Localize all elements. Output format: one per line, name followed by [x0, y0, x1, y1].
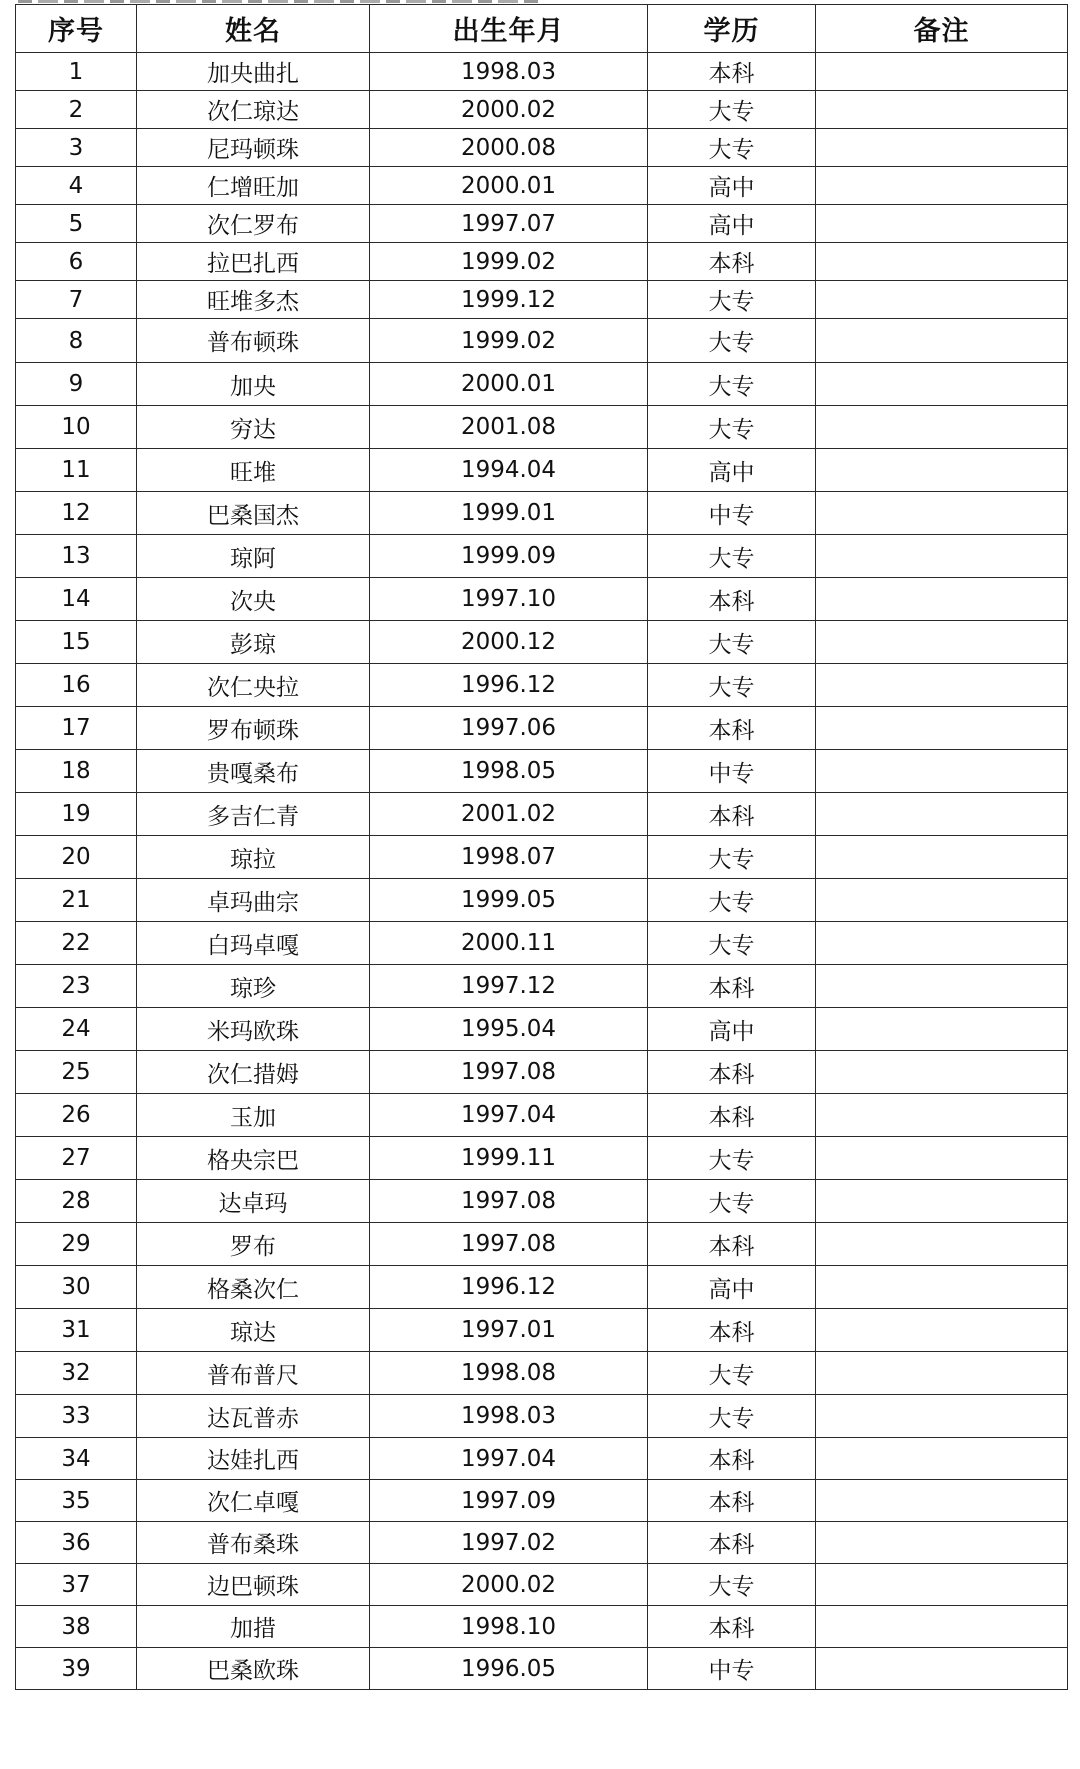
cell-birth: 1999.11 [370, 1137, 648, 1180]
cell-remarks [816, 578, 1068, 621]
cell-birth: 1998.07 [370, 836, 648, 879]
personnel-table [15, 4, 1068, 1690]
header-name: 姓名 [137, 5, 370, 53]
table-row [16, 1438, 1068, 1480]
table-row [16, 492, 1068, 535]
cell-birth: 1997.10 [370, 578, 648, 621]
cell-name: 普布普尺 [137, 1352, 370, 1395]
table-row [16, 319, 1068, 363]
cell-birth: 2000.02 [370, 91, 648, 129]
cell-index: 27 [16, 1137, 137, 1180]
table-row [16, 1266, 1068, 1309]
cell-name: 罗布 [137, 1223, 370, 1266]
cell-education: 大专 [648, 281, 816, 319]
cell-name: 次央 [137, 578, 370, 621]
table-row [16, 793, 1068, 836]
cell-index: 34 [16, 1438, 137, 1480]
table-row [16, 1094, 1068, 1137]
cell-remarks [816, 1266, 1068, 1309]
cell-index: 13 [16, 535, 137, 578]
table-row [16, 449, 1068, 492]
cell-education: 中专 [648, 750, 816, 793]
cell-remarks [816, 91, 1068, 129]
cell-education: 大专 [648, 664, 816, 707]
cell-remarks [816, 1438, 1068, 1480]
cell-remarks [816, 281, 1068, 319]
cell-index: 28 [16, 1180, 137, 1223]
table-row [16, 243, 1068, 281]
header-birth: 出生年月 [370, 5, 648, 53]
cell-index: 31 [16, 1309, 137, 1352]
cell-index: 8 [16, 319, 137, 363]
cell-birth: 1997.04 [370, 1438, 648, 1480]
cell-birth: 2000.02 [370, 1564, 648, 1606]
cell-education: 高中 [648, 1008, 816, 1051]
cell-education: 本科 [648, 965, 816, 1008]
cell-remarks [816, 1223, 1068, 1266]
cell-remarks [816, 1480, 1068, 1522]
cell-name: 巴桑国杰 [137, 492, 370, 535]
cell-index: 32 [16, 1352, 137, 1395]
table-row [16, 750, 1068, 793]
table-row [16, 91, 1068, 129]
cell-name: 罗布顿珠 [137, 707, 370, 750]
cell-birth: 1999.09 [370, 535, 648, 578]
header-index: 序号 [16, 5, 137, 53]
cell-name: 次仁措姆 [137, 1051, 370, 1094]
cell-education: 本科 [648, 707, 816, 750]
table-row [16, 836, 1068, 879]
table-body [16, 53, 1068, 1690]
table-row [16, 965, 1068, 1008]
cell-education: 大专 [648, 1137, 816, 1180]
cell-remarks [816, 406, 1068, 449]
cell-remarks [816, 664, 1068, 707]
cell-birth: 1999.02 [370, 319, 648, 363]
cell-index: 22 [16, 922, 137, 965]
cell-education: 中专 [648, 1648, 816, 1690]
cell-education: 高中 [648, 167, 816, 205]
cell-remarks [816, 750, 1068, 793]
table-header [16, 5, 1068, 53]
cell-remarks [816, 492, 1068, 535]
cell-index: 10 [16, 406, 137, 449]
cell-index: 6 [16, 243, 137, 281]
cell-name: 彭琼 [137, 621, 370, 664]
cell-name: 旺堆多杰 [137, 281, 370, 319]
cell-name: 白玛卓嘎 [137, 922, 370, 965]
table-row [16, 578, 1068, 621]
table-row [16, 281, 1068, 319]
table-row [16, 1180, 1068, 1223]
cell-remarks [816, 1051, 1068, 1094]
cell-birth: 1998.05 [370, 750, 648, 793]
cell-remarks [816, 167, 1068, 205]
cell-education: 本科 [648, 1480, 816, 1522]
table-row [16, 1648, 1068, 1690]
cell-index: 9 [16, 363, 137, 406]
cell-name: 达卓玛 [137, 1180, 370, 1223]
cell-name: 次仁央拉 [137, 664, 370, 707]
cell-birth: 2000.11 [370, 922, 648, 965]
cell-remarks [816, 535, 1068, 578]
cell-birth: 1998.10 [370, 1606, 648, 1648]
cell-birth: 1996.05 [370, 1648, 648, 1690]
cell-name: 次仁罗布 [137, 205, 370, 243]
table-row [16, 1051, 1068, 1094]
cell-education: 本科 [648, 1094, 816, 1137]
cell-index: 12 [16, 492, 137, 535]
cell-index: 23 [16, 965, 137, 1008]
table-row [16, 129, 1068, 167]
table-row [16, 1606, 1068, 1648]
cell-name: 琼阿 [137, 535, 370, 578]
cell-remarks [816, 793, 1068, 836]
cell-remarks [816, 1180, 1068, 1223]
cell-birth: 1997.08 [370, 1223, 648, 1266]
cell-remarks [816, 1648, 1068, 1690]
cell-birth: 1997.07 [370, 205, 648, 243]
cell-education: 本科 [648, 1309, 816, 1352]
cell-name: 次仁琼达 [137, 91, 370, 129]
cell-name: 拉巴扎西 [137, 243, 370, 281]
cell-index: 21 [16, 879, 137, 922]
cell-remarks [816, 1606, 1068, 1648]
header-row [16, 5, 1068, 53]
cell-name: 达娃扎西 [137, 1438, 370, 1480]
cell-index: 29 [16, 1223, 137, 1266]
cell-index: 39 [16, 1648, 137, 1690]
table-row [16, 1223, 1068, 1266]
cell-name: 米玛欧珠 [137, 1008, 370, 1051]
table-row [16, 1395, 1068, 1438]
cell-education: 大专 [648, 922, 816, 965]
cell-education: 大专 [648, 91, 816, 129]
cell-birth: 1997.08 [370, 1051, 648, 1094]
cell-birth: 1999.12 [370, 281, 648, 319]
cell-index: 14 [16, 578, 137, 621]
cell-education: 大专 [648, 1180, 816, 1223]
cell-remarks [816, 965, 1068, 1008]
cell-birth: 1996.12 [370, 1266, 648, 1309]
cell-index: 3 [16, 129, 137, 167]
table-row [16, 1008, 1068, 1051]
cell-remarks [816, 449, 1068, 492]
cell-remarks [816, 1309, 1068, 1352]
table-row [16, 1309, 1068, 1352]
cell-birth: 2001.02 [370, 793, 648, 836]
cell-name: 加央曲扎 [137, 53, 370, 91]
table-row [16, 1480, 1068, 1522]
table-row [16, 205, 1068, 243]
cell-remarks [816, 621, 1068, 664]
cell-index: 24 [16, 1008, 137, 1051]
cell-name: 边巴顿珠 [137, 1564, 370, 1606]
cell-education: 大专 [648, 129, 816, 167]
cell-education: 本科 [648, 53, 816, 91]
cell-name: 多吉仁青 [137, 793, 370, 836]
cell-birth: 1998.03 [370, 1395, 648, 1438]
cell-name: 琼珍 [137, 965, 370, 1008]
cell-index: 30 [16, 1266, 137, 1309]
cell-birth: 1994.04 [370, 449, 648, 492]
table-row [16, 1352, 1068, 1395]
cell-name: 加央 [137, 363, 370, 406]
table-row [16, 1564, 1068, 1606]
cell-index: 33 [16, 1395, 137, 1438]
cell-name: 仁增旺加 [137, 167, 370, 205]
cell-education: 本科 [648, 793, 816, 836]
cell-index: 18 [16, 750, 137, 793]
cell-remarks [816, 129, 1068, 167]
cell-remarks [816, 319, 1068, 363]
cell-index: 11 [16, 449, 137, 492]
table-row [16, 879, 1068, 922]
cell-name: 格桑次仁 [137, 1266, 370, 1309]
cell-name: 卓玛曲宗 [137, 879, 370, 922]
cell-remarks [816, 1395, 1068, 1438]
cell-index: 2 [16, 91, 137, 129]
cell-name: 贵嘎桑布 [137, 750, 370, 793]
cell-index: 26 [16, 1094, 137, 1137]
cell-index: 25 [16, 1051, 137, 1094]
table-row [16, 535, 1068, 578]
cell-name: 加措 [137, 1606, 370, 1648]
cell-index: 1 [16, 53, 137, 91]
cell-birth: 1997.02 [370, 1522, 648, 1564]
cell-education: 大专 [648, 621, 816, 664]
cell-index: 16 [16, 664, 137, 707]
cell-birth: 1997.06 [370, 707, 648, 750]
cell-birth: 2000.01 [370, 363, 648, 406]
cell-birth: 1997.04 [370, 1094, 648, 1137]
cell-education: 大专 [648, 1352, 816, 1395]
cell-remarks [816, 1008, 1068, 1051]
cell-remarks [816, 1522, 1068, 1564]
cell-remarks [816, 1094, 1068, 1137]
table-row [16, 1137, 1068, 1180]
cell-birth: 1999.05 [370, 879, 648, 922]
cell-index: 15 [16, 621, 137, 664]
cell-remarks [816, 1137, 1068, 1180]
cell-birth: 2000.01 [370, 167, 648, 205]
cell-name: 琼拉 [137, 836, 370, 879]
cell-birth: 1998.08 [370, 1352, 648, 1395]
cell-education: 大专 [648, 319, 816, 363]
cell-birth: 2000.08 [370, 129, 648, 167]
cell-name: 旺堆 [137, 449, 370, 492]
cell-remarks [816, 53, 1068, 91]
cell-education: 高中 [648, 449, 816, 492]
cell-education: 大专 [648, 535, 816, 578]
cell-remarks [816, 205, 1068, 243]
cell-education: 大专 [648, 879, 816, 922]
cell-name: 琼达 [137, 1309, 370, 1352]
cell-education: 高中 [648, 205, 816, 243]
cell-remarks [816, 879, 1068, 922]
cell-education: 本科 [648, 578, 816, 621]
cell-name: 巴桑欧珠 [137, 1648, 370, 1690]
cell-name: 穷达 [137, 406, 370, 449]
cell-index: 7 [16, 281, 137, 319]
cell-education: 大专 [648, 406, 816, 449]
cell-education: 本科 [648, 1223, 816, 1266]
cell-index: 35 [16, 1480, 137, 1522]
cell-index: 4 [16, 167, 137, 205]
table-row [16, 1522, 1068, 1564]
cell-education: 大专 [648, 1564, 816, 1606]
cell-birth: 1998.03 [370, 53, 648, 91]
header-remarks: 备注 [816, 5, 1068, 53]
table-row [16, 167, 1068, 205]
cell-birth: 2001.08 [370, 406, 648, 449]
table-row [16, 621, 1068, 664]
cell-education: 本科 [648, 243, 816, 281]
cell-remarks [816, 1564, 1068, 1606]
cell-birth: 1999.02 [370, 243, 648, 281]
table-row [16, 406, 1068, 449]
cell-remarks [816, 922, 1068, 965]
cell-name: 普布顿珠 [137, 319, 370, 363]
cell-index: 36 [16, 1522, 137, 1564]
cell-education: 中专 [648, 492, 816, 535]
cell-education: 高中 [648, 1266, 816, 1309]
header-education: 学历 [648, 5, 816, 53]
cell-index: 17 [16, 707, 137, 750]
cell-name: 次仁卓嘎 [137, 1480, 370, 1522]
cell-education: 大专 [648, 363, 816, 406]
cell-birth: 1995.04 [370, 1008, 648, 1051]
cell-education: 本科 [648, 1522, 816, 1564]
cell-name: 达瓦普赤 [137, 1395, 370, 1438]
cell-index: 5 [16, 205, 137, 243]
cell-birth: 1997.01 [370, 1309, 648, 1352]
table-row [16, 664, 1068, 707]
cell-birth: 1997.08 [370, 1180, 648, 1223]
cell-education: 本科 [648, 1606, 816, 1648]
table-row [16, 707, 1068, 750]
cell-remarks [816, 836, 1068, 879]
cell-remarks [816, 707, 1068, 750]
cell-education: 大专 [648, 1395, 816, 1438]
cell-birth: 1997.12 [370, 965, 648, 1008]
cell-birth: 2000.12 [370, 621, 648, 664]
cell-education: 本科 [648, 1051, 816, 1094]
cell-birth: 1996.12 [370, 664, 648, 707]
cell-name: 玉加 [137, 1094, 370, 1137]
table-row [16, 922, 1068, 965]
cell-education: 本科 [648, 1438, 816, 1480]
cell-birth: 1997.09 [370, 1480, 648, 1522]
cell-index: 19 [16, 793, 137, 836]
cell-remarks [816, 243, 1068, 281]
table-row [16, 363, 1068, 406]
cell-birth: 1999.01 [370, 492, 648, 535]
cell-education: 大专 [648, 836, 816, 879]
cell-name: 普布桑珠 [137, 1522, 370, 1564]
cell-index: 20 [16, 836, 137, 879]
cell-name: 尼玛顿珠 [137, 129, 370, 167]
cell-remarks [816, 1352, 1068, 1395]
cell-name: 格央宗巴 [137, 1137, 370, 1180]
table-row [16, 53, 1068, 91]
cell-index: 38 [16, 1606, 137, 1648]
cell-index: 37 [16, 1564, 137, 1606]
cell-remarks [816, 363, 1068, 406]
